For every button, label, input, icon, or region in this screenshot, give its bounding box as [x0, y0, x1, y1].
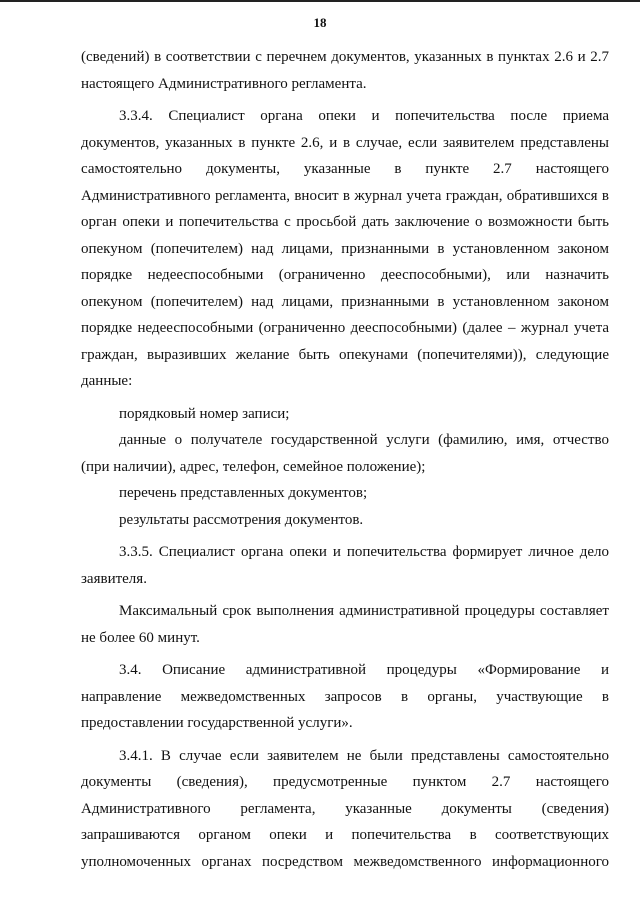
list-item: перечень представленных документов; [119, 485, 368, 501]
text-line: настоящего Административного регламента. [81, 75, 367, 92]
text-line: (сведений) в соответствии с перечнем документов, указанных в пунктах 2.6 и 2.7 [81, 49, 609, 65]
text-line: Административного регламента, вносит в журнал учета граждан, обратившихся в [81, 187, 609, 204]
text-line: граждан, выразивших желание быть опекунами (попечителями)), следующие [81, 346, 609, 363]
text-line: документов, указанных в пункте 2.6, и в случае, если заявителем представлены [81, 134, 609, 151]
section-heading-line: направление межведомственных запросов в органы, участвующие в [81, 688, 609, 705]
text-line: данные: [81, 373, 133, 389]
text-line: опекуном (попечителем) над лицами, признанными в установленном законом [81, 293, 609, 310]
page-number: 18 [313, 15, 327, 30]
text-line: не более 60 минут. [81, 629, 200, 646]
text-line: Максимальный срок выполнения административной процедуры составляет [119, 603, 609, 619]
text-line: (при наличии), адрес, телефон, семейное положение); [81, 458, 426, 475]
text-line: опекуном (попечителем) над лицами, признанными в установленном законом [81, 240, 609, 257]
top-border-line [0, 0, 640, 2]
text-line: запрашиваются органом опеки и попечительства в соответствующих [81, 827, 609, 843]
list-item: данные о получателе государственной услуги (фамилию, имя, отчество [119, 432, 609, 448]
text-line: орган опеки и попечительства с просьбой дать заключение о возможности быть [81, 214, 609, 230]
document-body [81, 44, 609, 875]
text-line: 3.3.4. Специалист органа опеки и попечительства после приема [119, 108, 609, 124]
list-item: порядковый номер записи; [119, 405, 290, 422]
text-line: порядке недееспособными (ограниченно дееспособными), или назначить [81, 267, 609, 283]
text-line: самостоятельно документы, указанные в пункте 2.7 настоящего [81, 161, 609, 177]
text-line: уполномоченных органах посредством межведомственного информационного [81, 853, 609, 870]
text-line: документы (сведения), предусмотренные пунктом 2.7 настоящего [81, 774, 609, 790]
section-heading-line: предоставлении государственной услуги». [81, 715, 353, 731]
text-line: 3.3.5. Специалист органа опеки и попечительства формирует личное дело [119, 544, 609, 560]
text-line: заявителя. [81, 570, 147, 587]
text-line: 3.4.1. В случае если заявителем не были представлены самостоятельно [119, 747, 609, 764]
list-item: результаты рассмотрения документов. [119, 511, 364, 528]
text-line: порядке недееспособными (ограниченно дееспособными) (далее – журнал учета [81, 320, 609, 336]
text-line: Административного регламента, указанные документы (сведения) [81, 800, 609, 817]
section-heading-line: 3.4. Описание административной процедуры «Формирование и [119, 662, 609, 678]
